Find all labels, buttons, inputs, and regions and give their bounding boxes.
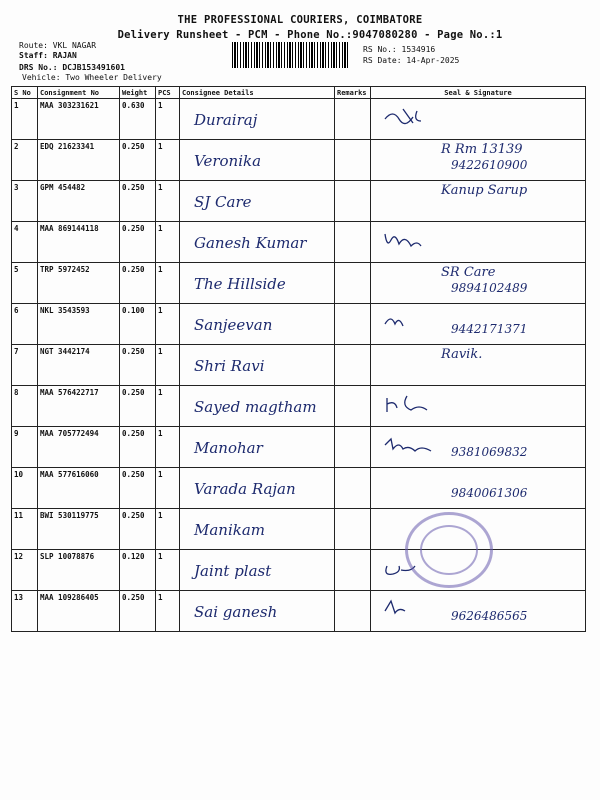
cell-consignment: BWI 530119775 [38, 509, 120, 550]
cell-consignee [180, 509, 335, 550]
cell-signature [371, 140, 586, 181]
table-row [12, 427, 586, 468]
cell-consignee [180, 222, 335, 263]
runsheet-subtitle: Delivery Runsheet - PCM - Phone No.:9047080280 - Page No.:1 [117, 29, 503, 41]
consignee-handwriting: Sai ganesh [194, 603, 278, 621]
signature-scribble-icon [381, 105, 441, 129]
seal-stamp [405, 512, 493, 588]
cell-remarks [335, 468, 371, 509]
cell-sno: 13 [12, 591, 38, 632]
cell-signature [371, 386, 586, 427]
cell-weight: 0.250 [120, 591, 156, 632]
cell-sno: 12 [12, 550, 38, 591]
signature-scribble-icon [381, 392, 441, 416]
cell-consignee [180, 345, 335, 386]
cell-sno: 3 [12, 181, 38, 222]
col-pcs: PCS [156, 87, 180, 99]
cell-sno: 8 [12, 386, 38, 427]
cell-sno: 4 [12, 222, 38, 263]
cell-sno: 6 [12, 304, 38, 345]
consignee-handwriting: Jaint plast [194, 562, 272, 580]
signature-phone: 9840061306 [451, 486, 528, 500]
cell-signature [371, 591, 586, 632]
signature-phone: 9442171371 [451, 322, 528, 336]
consignee-handwriting: Durairaj [194, 111, 258, 129]
cell-consignee [180, 181, 335, 222]
cell-consignment: GPM 454482 [38, 181, 120, 222]
cell-pcs: 1 [156, 222, 180, 263]
vehicle-label: Vehicle: Two Wheeler Delivery [22, 73, 162, 82]
col-weight: Weight [120, 87, 156, 99]
cell-pcs: 1 [156, 140, 180, 181]
cell-consignee [180, 468, 335, 509]
cell-signature [371, 263, 586, 304]
cell-signature [371, 99, 586, 140]
table-row [12, 304, 586, 345]
cell-consignment: MAA 576422717 [38, 386, 120, 427]
cell-remarks [335, 550, 371, 591]
cell-pcs: 1 [156, 386, 180, 427]
cell-consignment: MAA 303231621 [38, 99, 120, 140]
signature-scribble-icon [381, 310, 441, 334]
consignee-handwriting: Manohar [194, 439, 263, 457]
cell-remarks [335, 345, 371, 386]
cell-pcs: 1 [156, 304, 180, 345]
cell-consignee [180, 304, 335, 345]
cell-consignee [180, 140, 335, 181]
cell-consignment: EDQ 21623341 [38, 140, 120, 181]
cell-weight: 0.250 [120, 468, 156, 509]
table-row [12, 591, 586, 632]
table-header-row [12, 87, 586, 99]
cell-consignment: NGT 3442174 [38, 345, 120, 386]
consignee-handwriting: Ganesh Kumar [194, 234, 307, 252]
cell-pcs: 1 [156, 181, 180, 222]
cell-pcs: 1 [156, 550, 180, 591]
cell-weight: 0.250 [120, 181, 156, 222]
cell-pcs: 1 [156, 591, 180, 632]
consignee-handwriting: Shri Ravi [194, 357, 265, 375]
cell-remarks [335, 222, 371, 263]
cell-remarks [335, 304, 371, 345]
cell-weight: 0.250 [120, 386, 156, 427]
signature-phone: 9894102489 [451, 281, 528, 295]
signature-text: R Rm 13139 [441, 142, 523, 157]
consignee-handwriting: Sayed magtham [194, 398, 317, 416]
table-row [12, 140, 586, 181]
barcode [232, 42, 350, 68]
cell-signature [371, 304, 586, 345]
table-row [12, 345, 586, 386]
cell-signature [371, 181, 586, 222]
cell-signature [371, 427, 586, 468]
cell-sno: 1 [12, 99, 38, 140]
signature-text: SR Care [441, 265, 496, 280]
cell-consignee [180, 99, 335, 140]
signature-phone: 9381069832 [451, 445, 528, 459]
cell-remarks [335, 99, 371, 140]
col-sno: S No [12, 87, 38, 99]
cell-consignment: SLP 10078876 [38, 550, 120, 591]
cell-remarks [335, 140, 371, 181]
cell-remarks [335, 386, 371, 427]
table-row [12, 550, 586, 591]
signature-phone: 9626486565 [451, 609, 528, 623]
cell-sno: 5 [12, 263, 38, 304]
cell-consignment: MAA 705772494 [38, 427, 120, 468]
cell-consignment: MAA 109286405 [38, 591, 120, 632]
cell-remarks [335, 181, 371, 222]
cell-signature [371, 468, 586, 509]
cell-weight: 0.250 [120, 263, 156, 304]
cell-signature [371, 345, 586, 386]
consignee-handwriting: SJ Care [194, 193, 252, 211]
signature-text: Kanup Sarup [441, 183, 528, 198]
consignee-handwriting: Sanjeevan [194, 316, 273, 334]
col-signature: Seal & Signature [371, 87, 586, 99]
consignee-handwriting: Varada Rajan [194, 480, 296, 498]
cell-consignment: TRP 5972452 [38, 263, 120, 304]
cell-weight: 0.250 [120, 222, 156, 263]
consignee-handwriting: Manikam [194, 521, 266, 539]
cell-consignee [180, 427, 335, 468]
table-row [12, 99, 586, 140]
cell-consignment: MAA 577616060 [38, 468, 120, 509]
cell-pcs: 1 [156, 263, 180, 304]
cell-weight: 0.250 [120, 345, 156, 386]
cell-remarks [335, 591, 371, 632]
cell-pcs: 1 [156, 509, 180, 550]
table-row [12, 468, 586, 509]
cell-remarks [335, 263, 371, 304]
signature-scribble-icon [381, 433, 441, 457]
cell-consignee [180, 591, 335, 632]
cell-weight: 0.630 [120, 99, 156, 140]
table-row [12, 386, 586, 427]
cell-weight: 0.120 [120, 550, 156, 591]
cell-weight: 0.100 [120, 304, 156, 345]
cell-pcs: 1 [156, 345, 180, 386]
cell-weight: 0.250 [120, 427, 156, 468]
cell-sno: 9 [12, 427, 38, 468]
cell-sno: 11 [12, 509, 38, 550]
cell-pcs: 1 [156, 427, 180, 468]
cell-sno: 10 [12, 468, 38, 509]
cell-sno: 7 [12, 345, 38, 386]
cell-pcs: 1 [156, 99, 180, 140]
table-row [12, 263, 586, 304]
cell-remarks [335, 427, 371, 468]
company-title: THE PROFESSIONAL COURIERS, COIMBATORE [177, 14, 423, 26]
route-label: Route: VKL NAGAR [19, 41, 97, 50]
cell-pcs: 1 [156, 468, 180, 509]
signature-scribble-icon [381, 597, 441, 621]
cell-consignment: NKL 3543593 [38, 304, 120, 345]
rs-date: RS Date: 14-Apr-2025 [363, 56, 460, 65]
signature-scribble-icon [381, 228, 441, 252]
col-consignment: Consignment No [38, 87, 120, 99]
cell-signature [371, 222, 586, 263]
cell-weight: 0.250 [120, 140, 156, 181]
cell-remarks [335, 509, 371, 550]
table-row [12, 509, 586, 550]
cell-consignee [180, 263, 335, 304]
cell-consignee [180, 386, 335, 427]
table-row [12, 222, 586, 263]
staff-label: Staff: RAJAN [19, 51, 77, 60]
cell-weight: 0.250 [120, 509, 156, 550]
cell-sno: 2 [12, 140, 38, 181]
signature-phone: 9422610900 [451, 158, 528, 172]
cell-consignee [180, 550, 335, 591]
cell-consignment: MAA 869144118 [38, 222, 120, 263]
signature-text: Ravik. [441, 347, 483, 362]
rs-number: RS No.: 1534916 [363, 45, 436, 54]
drs-label: DRS No.: DCJB153491601 [19, 63, 125, 72]
col-remarks: Remarks [335, 87, 371, 99]
consignee-handwriting: Veronika [194, 152, 262, 170]
table-row [12, 181, 586, 222]
runsheet-table [11, 86, 586, 632]
consignee-handwriting: The Hillside [194, 275, 286, 293]
col-consignee: Consignee Details [180, 87, 335, 99]
